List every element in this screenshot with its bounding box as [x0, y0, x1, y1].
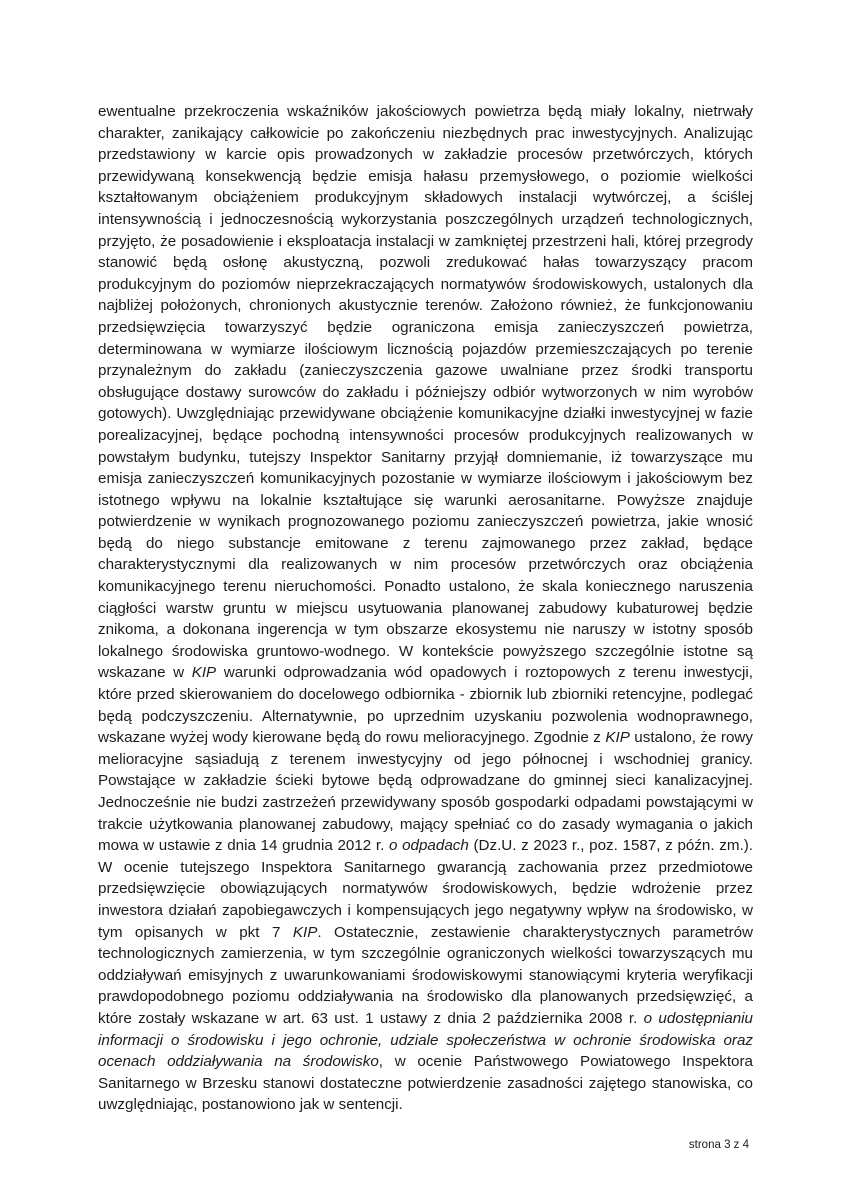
body-paragraph — [98, 101, 753, 1116]
text-run: , w ocenie Państwowego Powiatowego Inspektora Sanitarnego w Brzesku stanowi dostateczne potwierdzenie zasadności zajętego stanowiska, co uwzględniając, postanowiono jak w sentencji. — [98, 1053, 754, 1114]
text-run: ewentualne przekroczenia wskaźników jakościowych powietrza będą miały lokalny, nietrwały charakter, zanikający całkowicie po zakończeniu niezbędnych prac inwestycyjnych. Analizując przedstawiony w karcie opis prowadzonych w zakładzie procesów przetwórczych, których przewidywaną konsekwencją będzie emisja hałasu przemysłowego, o poziomie wielkości kształtowanym obciążeniem produkcyjnym składowych instalacji wytwórczej, a ściślej intensywnością i jednoczesnością wykorzystania poszczególnych urządzeń technologicznych, przyjęto, że posadowienie i eksploatacja instalacji w zamkniętej przestrzeni hali, której przegrody stanowić będą osłonę akustyczną, pozwoli zredukować hałas towarzyszący pracom produkcyjnym do poziomów nieprzekraczających normatywów środowiskowych, ustalonych dla najbliżej położonych, chronionych akustycznie terenów. Założono również, że funkcjonowaniu przedsięwzięcia towarzyszyć będzie ograniczona emisja zanieczyszczeń powietrza, determinowana w wymiarze ilościowym licznością pojazdów przemieszczających po terenie przynależnym do zakładu (zanieczyszczenia gazowe uwalniane przez środki transportu obsługujące dostawy surowców do zakładu i późniejszy odbiór wytworzonych w nim wyrobów gotowych). Uwzględniając przewidywane obciążenie komunikacyjne działki inwestycyjnej w fazie porealizacyjnej, będące pochodną intensywności procesów produkcyjnych realizowanych w powstałym budynku, tutejszy Inspektor Sanitarny przyjął domniemanie, iż towarzyszące mu emisja zanieczyszczeń komunikacyjnych pozostanie w wymiarze ilościowym i jakościowym bez istotnego wpływu na lokalnie kształtujące się warunki aerosanitarne. Powyższe znajduje potwierdzenie w wynikach prognozowanego poziomu zanieczyszczeń powietrza, jakie wnosić będą do niego substancje emitowane z terenu zajmowanego przez zakład, będące charakterystycznymi dla realizowanych w nim procesów przetwórczych oraz obciążenia komunikacyjnego terenu nieruchomości. Ponadto ustalono, że skala koniecznego naruszenia ciągłości warstw gruntu w miejscu usytuowania planowanej zabudowy kubaturowej będzie znikoma, a dokonana ingerencja w tym obszarze ekosystemu nie naruszy w istotny sposób lokalnego środowiska gruntowo-wodnego. W kontekście powyższego szczególnie istotne są wskazane w — [98, 103, 753, 682]
text-run: . Ostatecznie, zestawienie charakterystycznych parametrów technologicznych zamierzenia, w tym szczególnie ograniczonych wielkości towarzyszących mu oddziaływań emisyjnych z uwarunkowaniami środowiskowymi stanowiącymi kryteria weryfikacji prawdopodobnego poziomu oddziaływania na środowisko dla planowanych przedsięwzięć, a które zostały wskazane w art. 63 ust. 1 ustawy z dnia 2 października 2008 r. — [98, 923, 753, 1027]
italic-text-run: o udostępnianiu informacji o środowisku i jego ochronie, udziale społeczeństwa w ochronie środowiska oraz ocenach oddziaływania na środowisko — [98, 1009, 754, 1071]
text-run: ustalono, że rowy melioracyjne sąsiadują z terenem inwestycyjny od jego północnej i wschodniej granicy. Powstające w zakładzie ścieki bytowe będą odprowadzane do gminnej sieci kanalizacyjnej. Jednocześnie nie budzi zastrzeżeń przewidywany sposób gospodarki odpadami powstającymi w trakcie użytkowania planowanej zabudowy, mający spełniać co do zasady wymagania o jakich mowa w ustawie z dnia 14 grudnia 2012 r. — [98, 729, 753, 855]
italic-text-run: KIP — [191, 664, 217, 682]
italic-text-run: KIP — [292, 923, 318, 941]
italic-text-run: KIP — [605, 729, 630, 747]
page-number: strona 3 z 4 — [688, 1139, 749, 1151]
italic-text-run: o odpadach — [388, 837, 469, 855]
text-run: (Dz.U. z 2023 r., poz. 1587, z późn. zm.). W ocenie tutejszego Inspektora Sanitarnego gwarancją zachowania przez przedmiotowe przedsięwzięcie obowiązujących normatywów środowiskowych, będzie wdrożenie przez inwestora działań zapobiegawczych i kompensujących jego negatywny wpływ na środowisko, w tym opisanych w pkt 7 — [98, 837, 753, 941]
text-run: warunki odprowadzania wód opadowych i roztopowych z terenu inwestycji, które przed skierowaniem do docelowego odbiornika - zbiornik lub zbiorniki retencyjne, podlegać będą podczyszczeniu. Alternatywnie, po uprzednim uzyskaniu pozwolenia wodnoprawnego, wskazane wyżej wody kierowane będą do rowu melioracyjnego. Zgodnie z — [98, 664, 753, 747]
